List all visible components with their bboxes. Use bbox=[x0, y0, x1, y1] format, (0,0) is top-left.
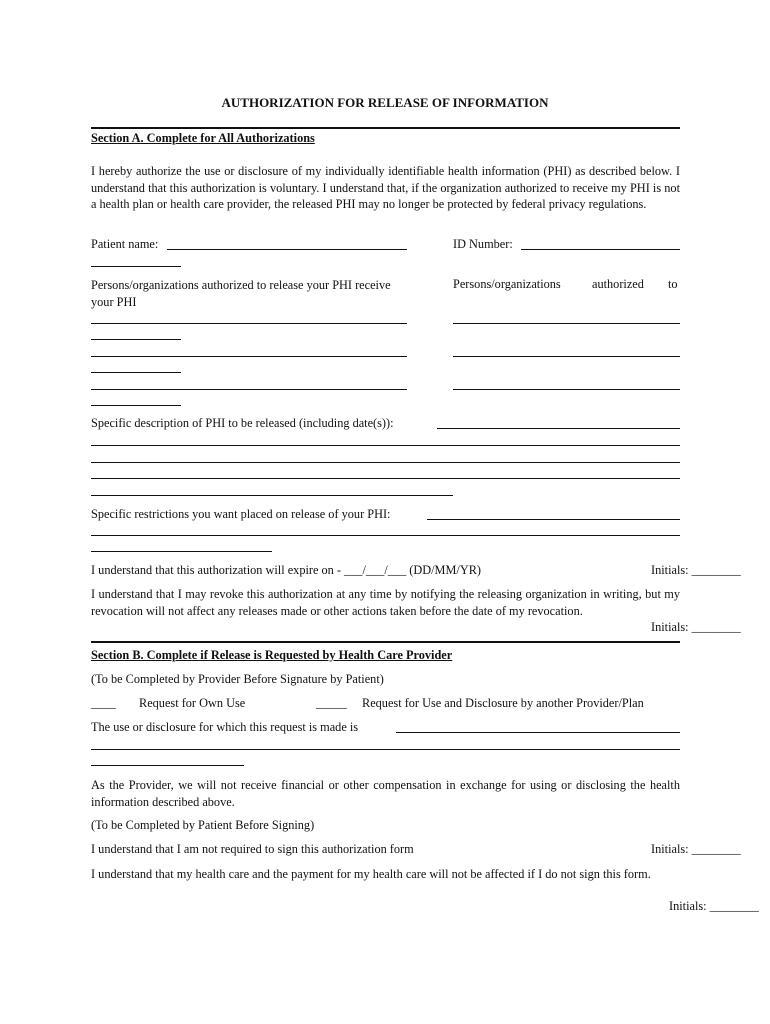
patient-name-field-continued[interactable] bbox=[91, 266, 181, 267]
phi-description-label: Specific description of PHI to be released (including date(s)): bbox=[91, 416, 394, 430]
release-from-field-2-continued[interactable] bbox=[91, 372, 181, 373]
release-to-label-1: Persons/organizations bbox=[453, 277, 561, 291]
expiration-statement: I understand that this authorization will expire on - ___/___/___ (DD/MM/YR) bbox=[91, 563, 482, 577]
release-from-field-1[interactable] bbox=[91, 323, 407, 324]
initials-payment[interactable]: Initials: ________ bbox=[669, 899, 759, 913]
release-from-field-1-continued[interactable] bbox=[91, 339, 181, 340]
purpose-field-2[interactable] bbox=[91, 749, 680, 750]
patient-name-label: Patient name: bbox=[91, 237, 159, 251]
other-use-label: Request for Use and Disclosure by another Provider/Plan bbox=[362, 696, 644, 710]
release-to-field-3[interactable] bbox=[453, 389, 680, 390]
initials-expiration[interactable]: Initials: ________ bbox=[651, 563, 741, 577]
restrictions-field-1[interactable] bbox=[427, 519, 680, 520]
own-use-label: Request for Own Use bbox=[139, 696, 246, 710]
release-from-field-2[interactable] bbox=[91, 356, 407, 357]
restrictions-field-3[interactable] bbox=[91, 551, 272, 552]
phi-description-field-2[interactable] bbox=[91, 445, 680, 446]
purpose-field-1[interactable] bbox=[396, 732, 680, 733]
provider-note: (To be Completed by Provider Before Signature by Patient) bbox=[91, 672, 384, 686]
release-from-label: Persons/organizations authorized to release your PHI receive your PHI bbox=[91, 278, 391, 309]
release-to-label-3: to bbox=[668, 277, 678, 291]
section-a-heading: Section A. Complete for All Authorizations bbox=[91, 131, 315, 145]
initials-not-required[interactable]: Initials: ________ bbox=[651, 842, 741, 856]
revocation-statement: I understand that I may revoke this authorization at any time by notifying the releasing organization in writing, but my revocation will not affect any releases made or other actions taken before the date of my revocation. bbox=[91, 587, 680, 618]
payment-statement: I understand that my health care and the payment for my health care will not be affected if I do not sign this form. bbox=[91, 867, 651, 881]
restrictions-field-2[interactable] bbox=[91, 535, 680, 536]
release-from-field-3[interactable] bbox=[91, 389, 407, 390]
own-use-checkbox-blank[interactable]: ____ bbox=[91, 696, 116, 710]
section-a-rule bbox=[91, 127, 680, 129]
section-b-heading: Section B. Complete if Release is Requested by Health Care Provider bbox=[91, 648, 453, 662]
restrictions-label: Specific restrictions you want placed on release of your PHI: bbox=[91, 507, 391, 521]
initials-revocation[interactable]: Initials: ________ bbox=[651, 620, 741, 634]
not-required-statement: I understand that I am not required to sign this authorization form bbox=[91, 842, 414, 856]
other-use-checkbox-blank[interactable]: _____ bbox=[316, 696, 347, 710]
authorization-intro: I hereby authorize the use or disclosure of my individually identifiable health information (PHI) as described below. I understand that this authorization is voluntary. I understand that, if the organization authorized to receive my PHI is not a health plan or health care provider, the released PHI may no longer be protected by federal privacy regulations. bbox=[91, 164, 680, 211]
compensation-statement: As the Provider, we will not receive financial or other compensation in exchange for using or disclosing the health information described above. bbox=[91, 778, 680, 809]
phi-description-field-1[interactable] bbox=[437, 428, 680, 429]
purpose-label: The use or disclosure for which this request is made is bbox=[91, 720, 359, 734]
patient-note: (To be Completed by Patient Before Signing) bbox=[91, 818, 315, 832]
page-title: AUTHORIZATION FOR RELEASE OF INFORMATION bbox=[221, 95, 549, 110]
phi-description-field-5[interactable] bbox=[91, 495, 453, 496]
patient-name-field[interactable] bbox=[167, 249, 407, 250]
id-number-field[interactable] bbox=[521, 249, 680, 250]
release-from-field-3-continued[interactable] bbox=[91, 405, 181, 406]
release-to-field-2[interactable] bbox=[453, 356, 680, 357]
section-b-rule bbox=[91, 641, 680, 643]
phi-description-field-3[interactable] bbox=[91, 462, 680, 463]
release-to-label-2: authorized bbox=[592, 277, 644, 291]
release-to-field-1[interactable] bbox=[453, 323, 680, 324]
id-number-label: ID Number: bbox=[453, 237, 513, 251]
purpose-field-3[interactable] bbox=[91, 765, 244, 766]
phi-description-field-4[interactable] bbox=[91, 478, 680, 479]
